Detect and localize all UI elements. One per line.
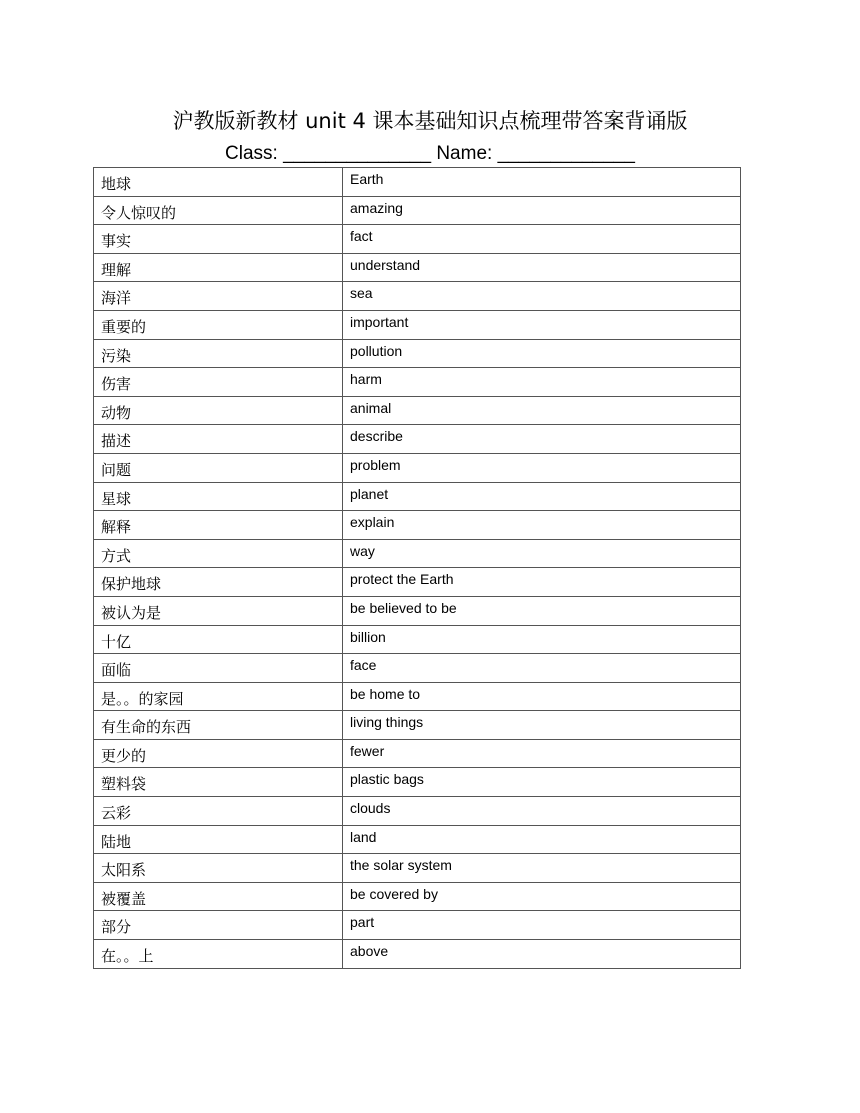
english-term-cell: Earth (343, 168, 741, 197)
chinese-term-cell: 保护地球 (94, 568, 343, 597)
table-row (94, 511, 741, 540)
english-term-cell: important (343, 310, 741, 339)
chinese-term-cell: 解释 (94, 511, 343, 540)
chinese-term-cell: 事实 (94, 225, 343, 254)
table-row (94, 882, 741, 911)
english-term-cell: planet (343, 482, 741, 511)
table-row (94, 596, 741, 625)
table-row (94, 482, 741, 511)
chinese-term-cell: 动物 (94, 396, 343, 425)
chinese-term-cell: 面临 (94, 654, 343, 683)
table-row (94, 253, 741, 282)
table-row (94, 768, 741, 797)
table-row (94, 682, 741, 711)
english-term-cell: be home to (343, 682, 741, 711)
table-row (94, 940, 741, 969)
english-term-cell: plastic bags (343, 768, 741, 797)
english-term-cell: understand (343, 253, 741, 282)
table-row (94, 339, 741, 368)
english-term-cell: harm (343, 368, 741, 397)
table-row (94, 396, 741, 425)
english-term-cell: protect the Earth (343, 568, 741, 597)
table-row (94, 196, 741, 225)
english-term-cell: amazing (343, 196, 741, 225)
chinese-term-cell: 塑料袋 (94, 768, 343, 797)
chinese-term-cell: 太阳系 (94, 854, 343, 883)
english-term-cell: explain (343, 511, 741, 540)
chinese-term-cell: 陆地 (94, 825, 343, 854)
vocabulary-table-body (94, 168, 741, 969)
english-term-cell: the solar system (343, 854, 741, 883)
chinese-term-cell: 地球 (94, 168, 343, 197)
english-term-cell: living things (343, 711, 741, 740)
table-row (94, 568, 741, 597)
table-row (94, 739, 741, 768)
english-term-cell: problem (343, 453, 741, 482)
chinese-term-cell: 云彩 (94, 797, 343, 826)
english-term-cell: fewer (343, 739, 741, 768)
vocabulary-table (93, 167, 741, 969)
english-term-cell: clouds (343, 797, 741, 826)
table-row (94, 168, 741, 197)
table-row (94, 911, 741, 940)
table-row (94, 825, 741, 854)
table-row (94, 425, 741, 454)
table-row (94, 654, 741, 683)
table-row (94, 225, 741, 254)
english-term-cell: be covered by (343, 882, 741, 911)
english-term-cell: land (343, 825, 741, 854)
chinese-term-cell: 问题 (94, 453, 343, 482)
page-title: 沪教版新教材 unit 4 课本基础知识点梳理带答案背诵版 (172, 109, 688, 133)
table-row (94, 453, 741, 482)
english-term-cell: part (343, 911, 741, 940)
chinese-term-cell: 十亿 (94, 625, 343, 654)
table-row (94, 854, 741, 883)
chinese-term-cell: 方式 (94, 539, 343, 568)
table-row (94, 282, 741, 311)
english-term-cell: describe (343, 425, 741, 454)
english-term-cell: above (343, 940, 741, 969)
english-term-cell: billion (343, 625, 741, 654)
chinese-term-cell: 被覆盖 (94, 882, 343, 911)
chinese-term-cell: 令人惊叹的 (94, 196, 343, 225)
table-row (94, 711, 741, 740)
english-term-cell: sea (343, 282, 741, 311)
chinese-term-cell: 在。。上 (94, 940, 343, 969)
english-term-cell: face (343, 654, 741, 683)
english-term-cell: animal (343, 396, 741, 425)
table-row (94, 368, 741, 397)
chinese-term-cell: 被认为是 (94, 596, 343, 625)
chinese-term-cell: 部分 (94, 911, 343, 940)
chinese-term-cell: 星球 (94, 482, 343, 511)
chinese-term-cell: 伤害 (94, 368, 343, 397)
table-row (94, 625, 741, 654)
class-name-line: Class: ______________ Name: _____________ (225, 143, 635, 164)
table-row (94, 539, 741, 568)
chinese-term-cell: 有生命的东西 (94, 711, 343, 740)
english-term-cell: pollution (343, 339, 741, 368)
english-term-cell: fact (343, 225, 741, 254)
chinese-term-cell: 重要的 (94, 310, 343, 339)
chinese-term-cell: 理解 (94, 253, 343, 282)
table-row (94, 797, 741, 826)
chinese-term-cell: 描述 (94, 425, 343, 454)
chinese-term-cell: 海洋 (94, 282, 343, 311)
chinese-term-cell: 是。。的家园 (94, 682, 343, 711)
table-row (94, 310, 741, 339)
english-term-cell: be believed to be (343, 596, 741, 625)
chinese-term-cell: 污染 (94, 339, 343, 368)
chinese-term-cell: 更少的 (94, 739, 343, 768)
english-term-cell: way (343, 539, 741, 568)
